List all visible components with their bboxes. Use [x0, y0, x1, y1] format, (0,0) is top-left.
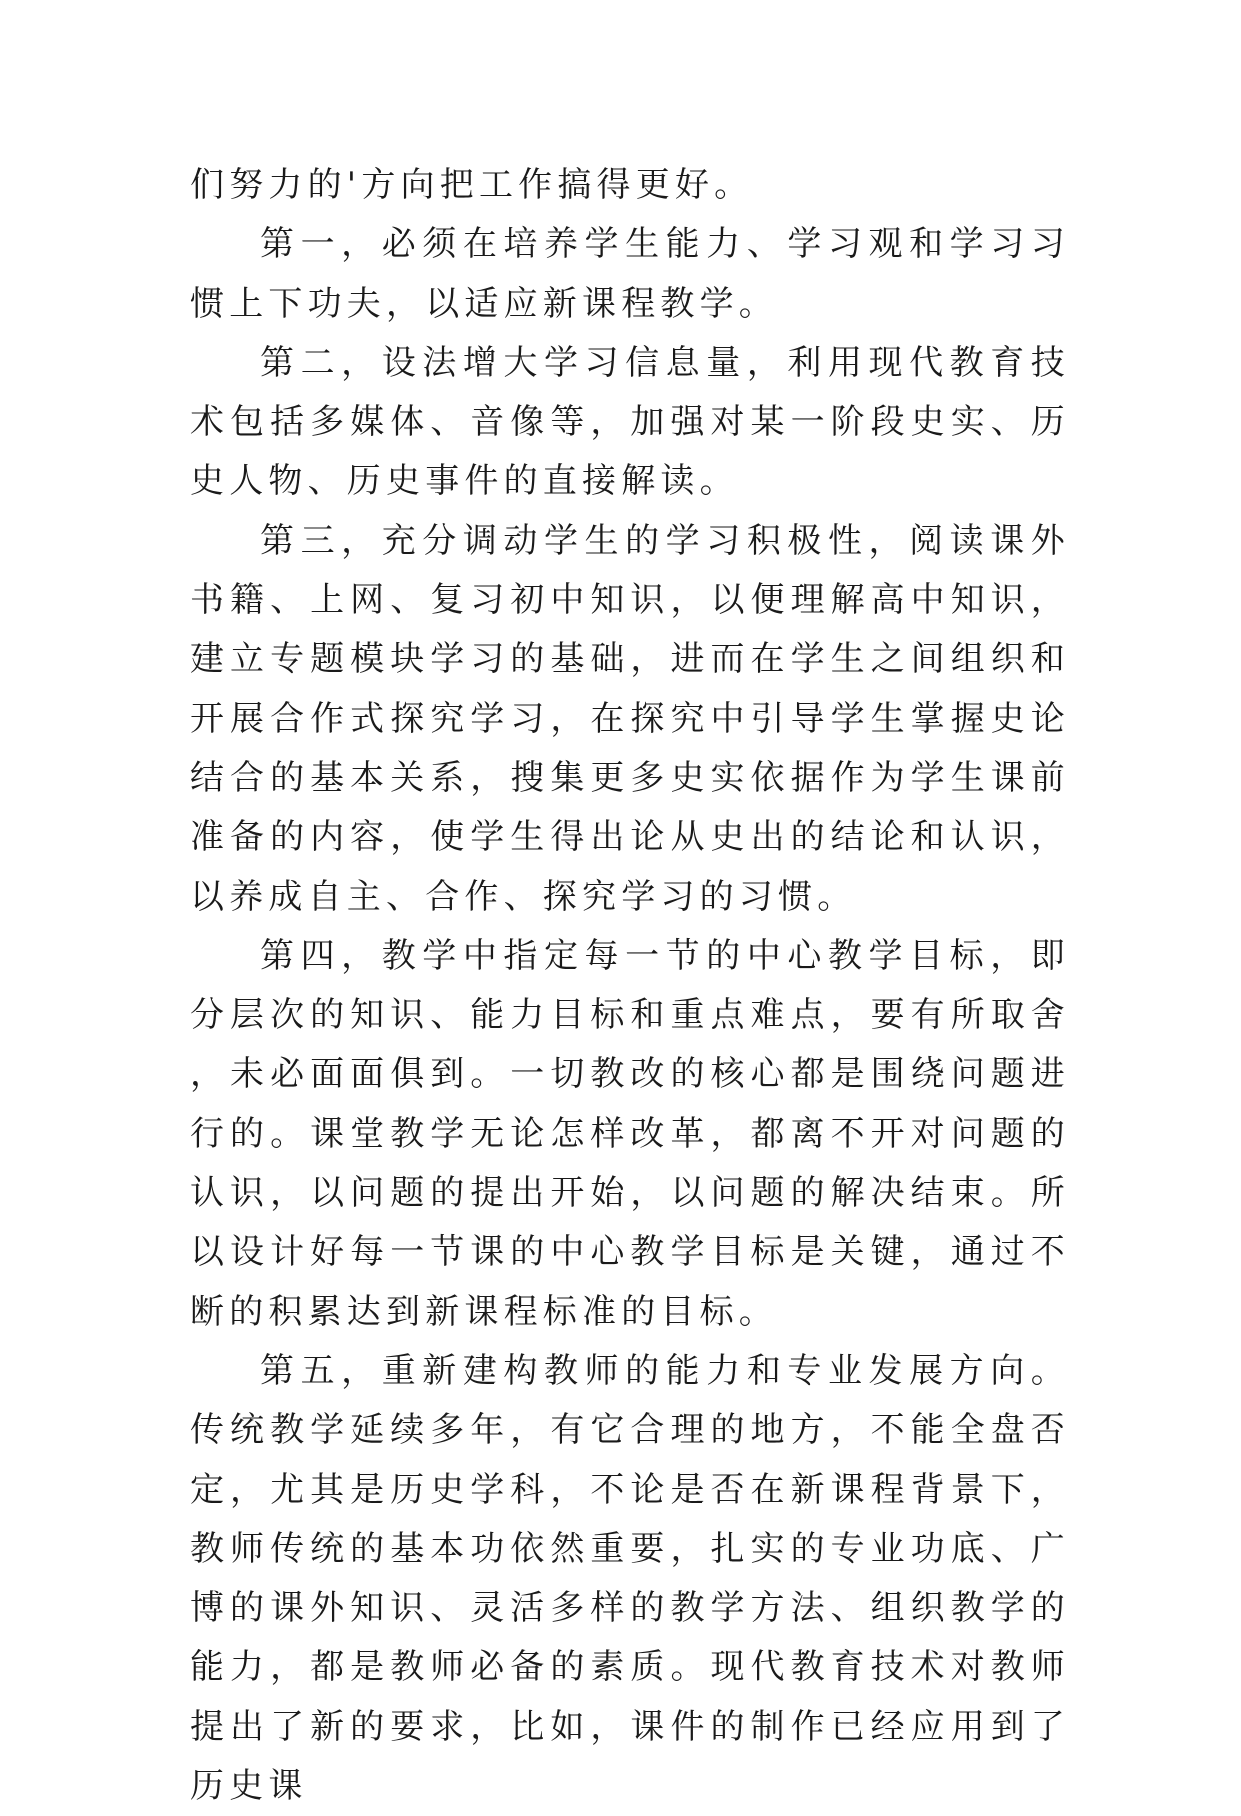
- paragraph-point-four: 第四，教学中指定每一节的中心教学目标，即分层次的知识、能力目标和重点难点，要有所取舍，未必面面俱到。一切教改的核心都是围绕问题进行的。课堂教学无论怎样改革，都离不开对问题的认识，以问题的提出开始，以问题的解决结束。所以设计好每一节课的中心教学目标是关键，通过不断的积累达到新课程标准的目标。: [190, 935, 1070, 1332]
- document-body: [190, 156, 1070, 1816]
- paragraph-point-three: 第三，充分调动学生的学习积极性，阅读课外书籍、上网、复习初中知识，以便理解高中知识，建立专题模块学习的基础，进而在学生之间组织和开展合作式探究学习，在探究中引导学生掌握史论结合的基本关系，搜集更多史实依据作为学生课前准备的内容，使学生得出论从史出的结论和认识，以养成自主、合作、探究学习的习惯。: [190, 520, 1070, 917]
- paragraph-point-one: 第一，必须在培养学生能力、学习观和学习习惯上下功夫，以适应新课程教学。: [190, 224, 1070, 324]
- paragraph-point-two: 第二，设法增大学习信息量，利用现代教育技术包括多媒体、音像等，加强对某一阶段史实、历史人物、历史事件的直接解读。: [190, 342, 1070, 502]
- paragraph-point-five: 第五，重新建构教师的能力和专业发展方向。传统教学延续多年，有它合理的地方，不能全盘否定，尤其是历史学科，不论是否在新课程背景下，教师传统的基本功依然重要，扎实的专业功底、广博的课外知识、灵活多样的教学方法、组织教学的能力，都是教师必备的素质。现代教育技术对教师提出了新的要求，比如，课件的制作已经应用到了历史课: [190, 1350, 1070, 1807]
- paragraph-continuation: 们努力的'方向把工作搞得更好。: [190, 165, 754, 205]
